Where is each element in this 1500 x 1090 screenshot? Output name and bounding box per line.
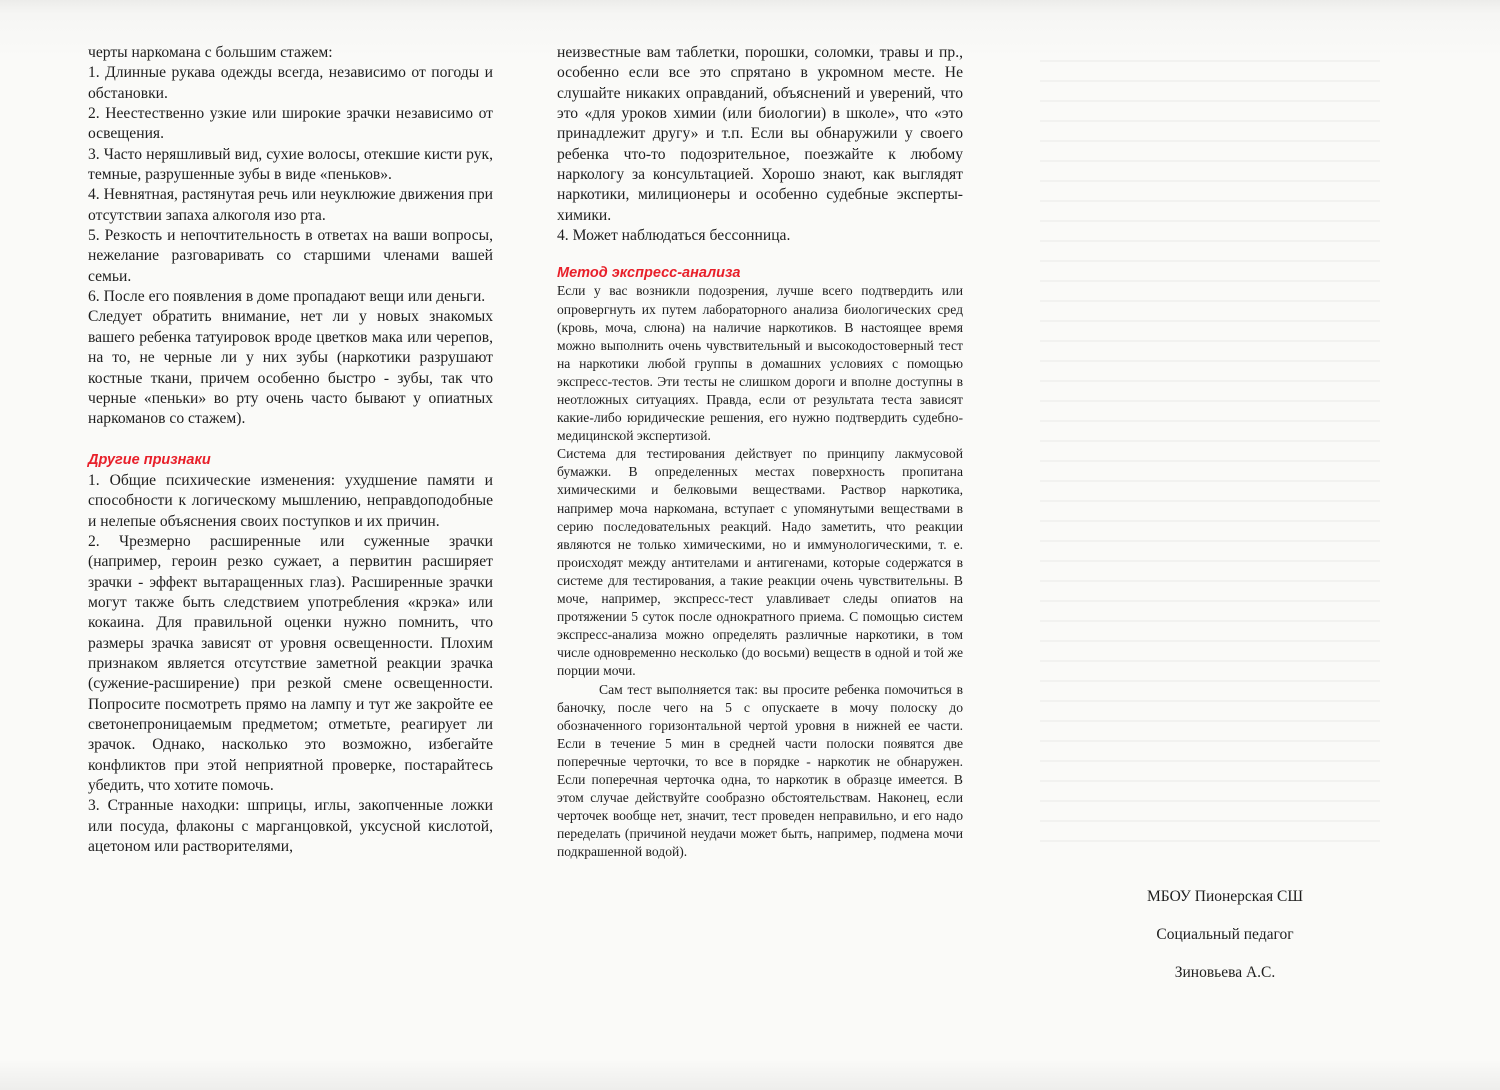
attention-note: Следует обратить внимание, нет ли у новых знакомых вашего ребенка татуировок вроде цветков мака или черепов, на то, не черные ли у них зубы (наркотики разрушают костные ткани, причем особенно быстро - зубы, так что черные «пеньки» во рту очень часто бывают у опиатных наркоманов со стажем).	[88, 308, 493, 428]
express-paragraph-1: Если у вас возникли подозрения, лучше всего подтвердить или опровергнуть их путем лабораторного анализа биологических сред (кровь, моча, слюна) на наличие наркотиков. В настоящее время можно выполнить очень чувствительный и высокодостоверный тест на наркотики любой группы в домашних условиях с помощью экспресс-тестов. Эти тесты не слишком дороги и вполне доступны в неотложных ситуациях. Правда, если от результата теста зависят какие-либо юридические решения, его нужно подтвердить судебно-медицинской экспертизой.	[557, 283, 963, 444]
left-column	[88, 43, 493, 857]
sign-item-4: 4. Невнятная, растянутая речь или неуклюжие движения при отсутствии запаха алкоголя изо рта.	[88, 186, 493, 224]
other-sign-item-1: 1. Общие психические изменения: ухудшение памяти и способности к логическому мышлению, неправдоподобные и нелепые объяснения своих поступков и их причин.	[88, 471, 493, 530]
express-analysis-heading: Метод экспресс-анализа	[557, 265, 741, 282]
sign-item-5: 5. Резкость и непочтительность в ответах на ваши вопросы, нежелание разговаривать со старшими членами вашей семьи.	[88, 227, 493, 285]
sign-item-1: 1. Длинные рукава одежды всегда, независимо от погоды и обстановки.	[88, 64, 493, 102]
middle-column	[557, 43, 963, 861]
author-role: Социальный педагог	[1156, 926, 1294, 943]
other-sign-item-3: 3. Странные находки: шприцы, иглы, закопченные ложки или посуда, флаконы с марганцовкой, уксусной кислотой, ацетоном или растворителями,	[88, 797, 493, 856]
bleed-through-text	[1040, 60, 1380, 860]
school-name: МБОУ Пионерская СШ	[1147, 888, 1303, 905]
sign-item-insomnia: 4. Может наблюдаться бессонница.	[557, 227, 791, 245]
sign-item-6: 6. После его появления в доме пропадают вещи или деньги.	[88, 288, 486, 306]
other-sign-item-2: 2. Чрезмерно расширенные или суженные зрачки (например, героин резко сужает, а первитин расширяет зрачки - эффект вытаращенных глаз). Расширенные зрачки могут также быть следствием употребления «крэка» или кокаина. Для правильной оценки нужно помнить, что размеры зрачка зависят от уровня освещенности. Плохим признаком является отсутствие заметной реакции зрачка (сужение-расширение) при резкой смене освещенности. Попросите посмотреть прямо на лампу и тут же закройте ее светонепроницаемым предметом; отметьте, реагирует ли зрачок. Однако, насколько это возможно, избегайте конфликтов при этой неприятной проверке, постарайтесь убедить, что хотите помочь.	[88, 532, 493, 795]
express-paragraph-3: Сам тест выполняется так: вы просите ребенка помочиться в баночку, после чего на 5 с опускаете в мочу полоску до обозначенного горизонтальной чертой уровня в нижней ее части. Если в течение 5 мин в средней части полоски появятся две поперечные черточки, то все в порядке - наркотик не обнаружен. Если поперечная черточка одна, то наркотик в образце имеется. В этом случае действуйте сообразно обстоятельствам. Наконец, если черточек вообще нет, значит, тест проведен неправильно, и его надо переделать (причиной неудачи может быть, например, подмена мочи подкрашенной водой).	[557, 681, 963, 860]
other-signs-heading: Другие признаки	[88, 451, 211, 468]
sign-item-3: 3. Часто неряшливый вид, сухие волосы, отекшие кисти рук, темные, разрушенные зубы в виде «пеньков».	[88, 145, 493, 184]
author-name: Зиновьева А.С.	[1174, 964, 1276, 981]
findings-continuation: неизвестные вам таблетки, порошки, соломки, травы и пр., особенно если все это спрятано в укромном месте. Не слушайте никаких оправданий, объяснений и уверений, что это «для уроков химии (или биологии) в школе», что «это принадлежит другу» и т.п. Если вы обнаружили у своего ребенка что-то подозрительное, поезжайте к любому наркологу за консультацией. Хорошо знают, как выглядят наркотики, милиционеры и особенно судебные эксперты-химики.	[557, 44, 963, 224]
signs-intro: черты наркомана с большим стажем:	[88, 44, 333, 61]
express-paragraph-2: Система для тестирования действует по принципу лакмусовой бумажки. В определенных местах поверхность пропитана химическими и белковыми веществами. Раствор наркотика, например моча наркомана, вступает с упомянутыми веществами в серию последовательных реакций. Надо заметить, что реакции являются не только химическими, но и иммунологическими, т. е. происходят между антителами и антигенами, которые содержатся в системе для тестирования, а такие реакции очень чувствительны. В моче, например, экспресс-тест улавливает следы опиатов на протяжении 5 суток после однократного приема. С помощью систем экспресс-анализа можно определять различные наркотики, в том числе одновременно несколько (до восьми) веществ в одной и той же порции мочи.	[557, 446, 963, 679]
sign-item-2: 2. Неестественно узкие или широкие зрачки независимо от освещения.	[88, 105, 493, 143]
author-block	[1060, 884, 1390, 985]
